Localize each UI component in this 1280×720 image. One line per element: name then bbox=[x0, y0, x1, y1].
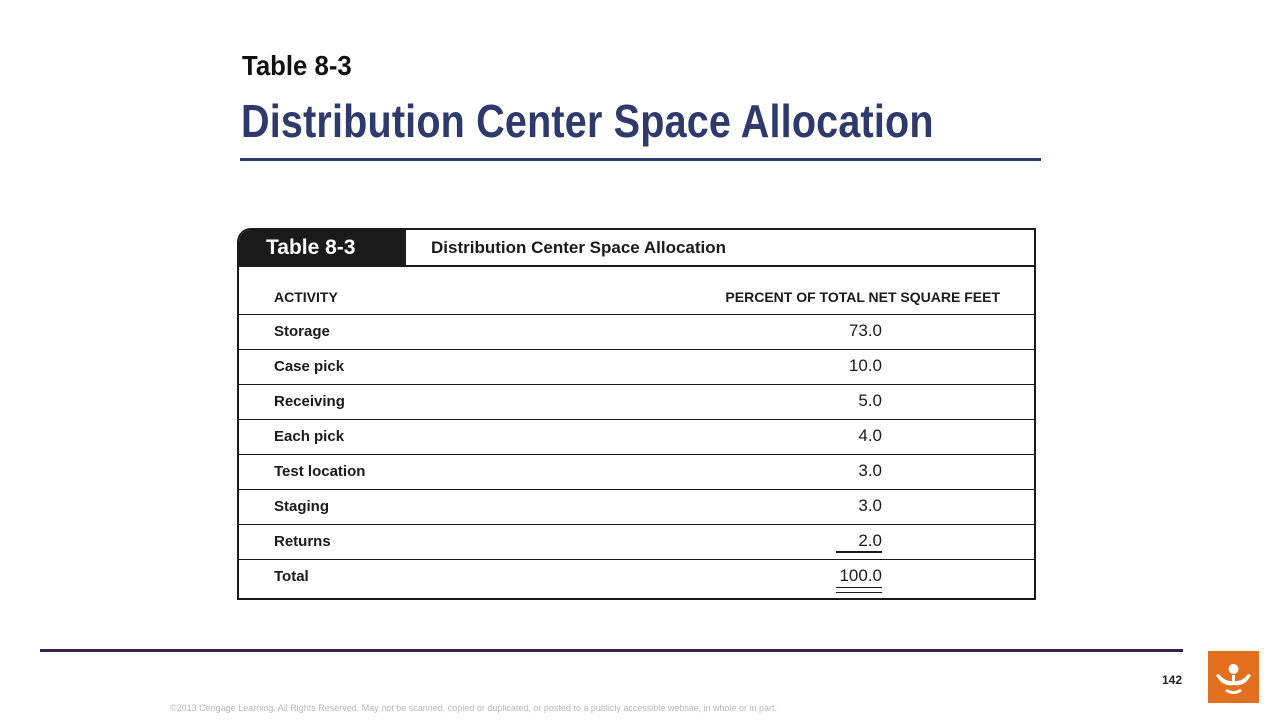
table-row bbox=[239, 315, 1034, 350]
row-value: 4.0 bbox=[858, 426, 882, 445]
row-activity: Returns bbox=[274, 533, 331, 550]
table-header-bar bbox=[239, 230, 1034, 267]
row-activity: Receiving bbox=[274, 393, 345, 410]
row-activity: Case pick bbox=[274, 358, 345, 375]
row-value: 5.0 bbox=[858, 391, 882, 410]
column-header-activity: ACTIVITY bbox=[274, 289, 338, 305]
footer-divider bbox=[40, 649, 1183, 652]
table-row bbox=[239, 490, 1034, 525]
table-row bbox=[239, 420, 1034, 455]
table-name: Distribution Center Space Allocation bbox=[431, 238, 727, 257]
row-value: 100.0 bbox=[839, 566, 882, 585]
table-label: Table 8-3 bbox=[239, 230, 406, 265]
row-activity: Staging bbox=[274, 498, 329, 515]
row-value: 73.0 bbox=[848, 321, 882, 340]
table-row bbox=[239, 385, 1034, 420]
total-double-underline bbox=[836, 587, 882, 593]
logo-icon bbox=[1208, 651, 1259, 703]
table-row bbox=[239, 525, 1034, 560]
page-number: 142 bbox=[1162, 673, 1183, 687]
table-row-total bbox=[239, 560, 1034, 595]
table-figure bbox=[237, 228, 1036, 600]
slide-title: Distribution Center Space Allocation bbox=[241, 95, 934, 147]
row-activity: Each pick bbox=[274, 428, 345, 445]
subtotal-underline bbox=[836, 551, 882, 553]
row-activity: Total bbox=[274, 568, 309, 585]
row-value: 3.0 bbox=[858, 461, 882, 480]
copyright-notice: ©2013 Cengage Learning. All Rights Reserved. May not be scanned, copied or duplicated, or posted to a publicly accessible website, in whole or in part. bbox=[170, 703, 777, 713]
publisher-logo bbox=[1208, 651, 1259, 703]
row-value: 3.0 bbox=[858, 496, 882, 515]
row-value: 10.0 bbox=[848, 356, 882, 375]
column-header-row bbox=[239, 267, 1034, 315]
column-header-percent: PERCENT OF TOTAL NET SQUARE FEET bbox=[725, 289, 1000, 305]
row-value: 2.0 bbox=[858, 531, 882, 550]
table-row bbox=[239, 350, 1034, 385]
row-activity: Test location bbox=[274, 463, 366, 480]
table-row bbox=[239, 455, 1034, 490]
title-divider bbox=[240, 158, 1041, 161]
slide-subtitle: Table 8-3 bbox=[242, 50, 352, 81]
row-activity: Storage bbox=[274, 323, 330, 340]
